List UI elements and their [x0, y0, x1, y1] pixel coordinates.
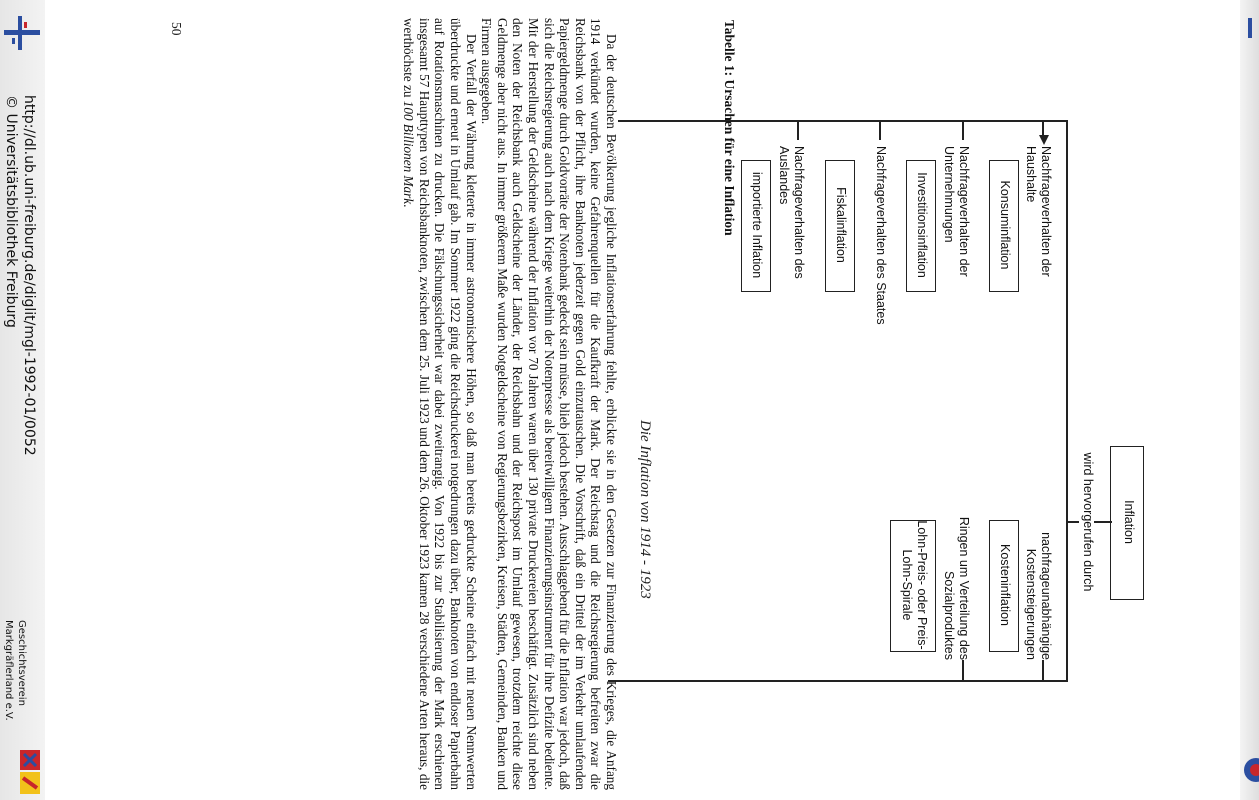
page-number: 50 — [169, 22, 184, 36]
investition-label: Investitionsinflation — [915, 172, 929, 278]
paragraph-2-end: . — [401, 204, 417, 208]
section-title: Die Inflation von 1914 - 1923 — [637, 420, 653, 599]
paragraph-2-emphasis: 100 Billionen Mark — [401, 100, 417, 205]
footer-copyright: © Universitätsbibliothek Freiburg — [3, 95, 19, 328]
connector-label: wird hervorgerufen durch — [1081, 452, 1095, 592]
importiert-label: importierte Inflation — [750, 171, 764, 279]
body-text — [401, 18, 619, 790]
table-caption: Tabelle 1: Ursachen für eine Inflation — [722, 20, 737, 236]
arrow-icon-1 — [1039, 135, 1049, 145]
left-tick-4 — [798, 120, 800, 140]
left-label-3: Nachfrageverhalten der Unternehmungen — [942, 146, 971, 277]
left-label-7: Nachfrageverhalten des Auslandes — [777, 146, 806, 279]
institution-line-1: Geschichtsverein — [16, 620, 27, 706]
right-label-3: Ringen um Verteilung des Sozialproduktes — [942, 516, 971, 660]
footer-url[interactable]: http://dl.ub.uni-freiburg.de/diglit/mgl-1992-01/0052 — [21, 95, 37, 456]
institution-line-2: Markgräflerland e.V. — [3, 620, 14, 721]
left-tick-3 — [880, 120, 882, 140]
left-branch-line — [618, 120, 1068, 122]
branch-line — [1067, 120, 1069, 680]
left-label-1: Nachfrageverhalten der Haushalte — [1024, 146, 1053, 277]
right-branch-line — [608, 680, 1068, 682]
paragraph-1: Da der deutschen Bevölkerung jegliche Inflationserfahrung fehlte, erblickte sie in den Gesetzen zur Finanzierung des Krieges, die Anfang 1914 verkündet wurden, keine Gefahrenquellen für die Kaufkraft der Mark. Der Reichstag und die Reichsregierung befreiten zwar die Reichsbank von der Pflicht, ihre Banknoten jederzeit gegen Gold einzutauschen. Die Vorschrift, daß ein Drittel der im Verkehr umlaufenden Papiergeldmenge durch Goldvorräte der Notenbank gedeckt sein müsse, blieb jedoch bestehen. Ausschlaggebend für die Inflation war jedoch, daß sich die Reichsregierung auch nach dem Kriege weiterhin der Notenpresse als bereitwilligem Finanzierungsinstrument für ihre Defizite bediente. Mit der Herstellung der Geldscheine während der Inflation vor 70 Jahren waren über 130 private Druckereien beschäftigt. Zusätzlich sind neben den Noten der Reichsbank auch Geldscheine der Länder, der Reichsbahn und der Reichspost im Umlauf gewesen, trotzdem reichte diese Geldmenge aber nicht aus. In immer größerem Maße wurden Notgeldscheine von Regierungsbezirken, Kreisen, Städten, Gemeinden, Banken und Firmen ausgegeben. — [479, 18, 619, 790]
paragraph-2 — [401, 18, 479, 790]
left-label-5: Nachfrageverhalten des Staates — [874, 146, 888, 325]
right-tick-1 — [1043, 660, 1045, 680]
kosten-label: Kosteninflation — [998, 543, 1012, 626]
connector-line-bottom — [1067, 521, 1079, 523]
fiskal-label: Fiskalinflation — [834, 187, 848, 263]
inflation-label: Inflation — [1122, 500, 1136, 544]
konsum-label: Konsuminflation — [998, 180, 1012, 270]
connector-line-top — [1094, 521, 1112, 523]
right-label-1: nachfrageunabhängige Kostensteigerungen — [1024, 532, 1053, 660]
right-tick-2 — [963, 660, 965, 680]
paragraph-2-text: Der Verfall der Währung kletterte in immer astronomischere Höhen, so daß man bereits gedruckte Scheine einfach mit neuen Nennwerten überdruckte und erneut in Umlauf gab. Im Sommer 1922 ging die Reichsdruckerei notgedrungen dazu über, Banknoten von endloser Papierbahn auf Rotationsmaschinen zu drucken. Die Fälschungssicherheit war dabei zweitrangig. Von 1922 bis zur Stabilisierung der Mark erschienen insgesamt 57 Haupttypen von Reichsbanknoten, zwischen dem 25. Juli 1923 und dem 26. Oktober 1923 kamen 28 verschiedene Arten heraus, die werthöchste zu — [401, 18, 479, 790]
left-tick-2 — [963, 120, 965, 140]
spirale-label: Lohn-Preis- oder Preis-Lohn-Spirale — [900, 520, 929, 650]
